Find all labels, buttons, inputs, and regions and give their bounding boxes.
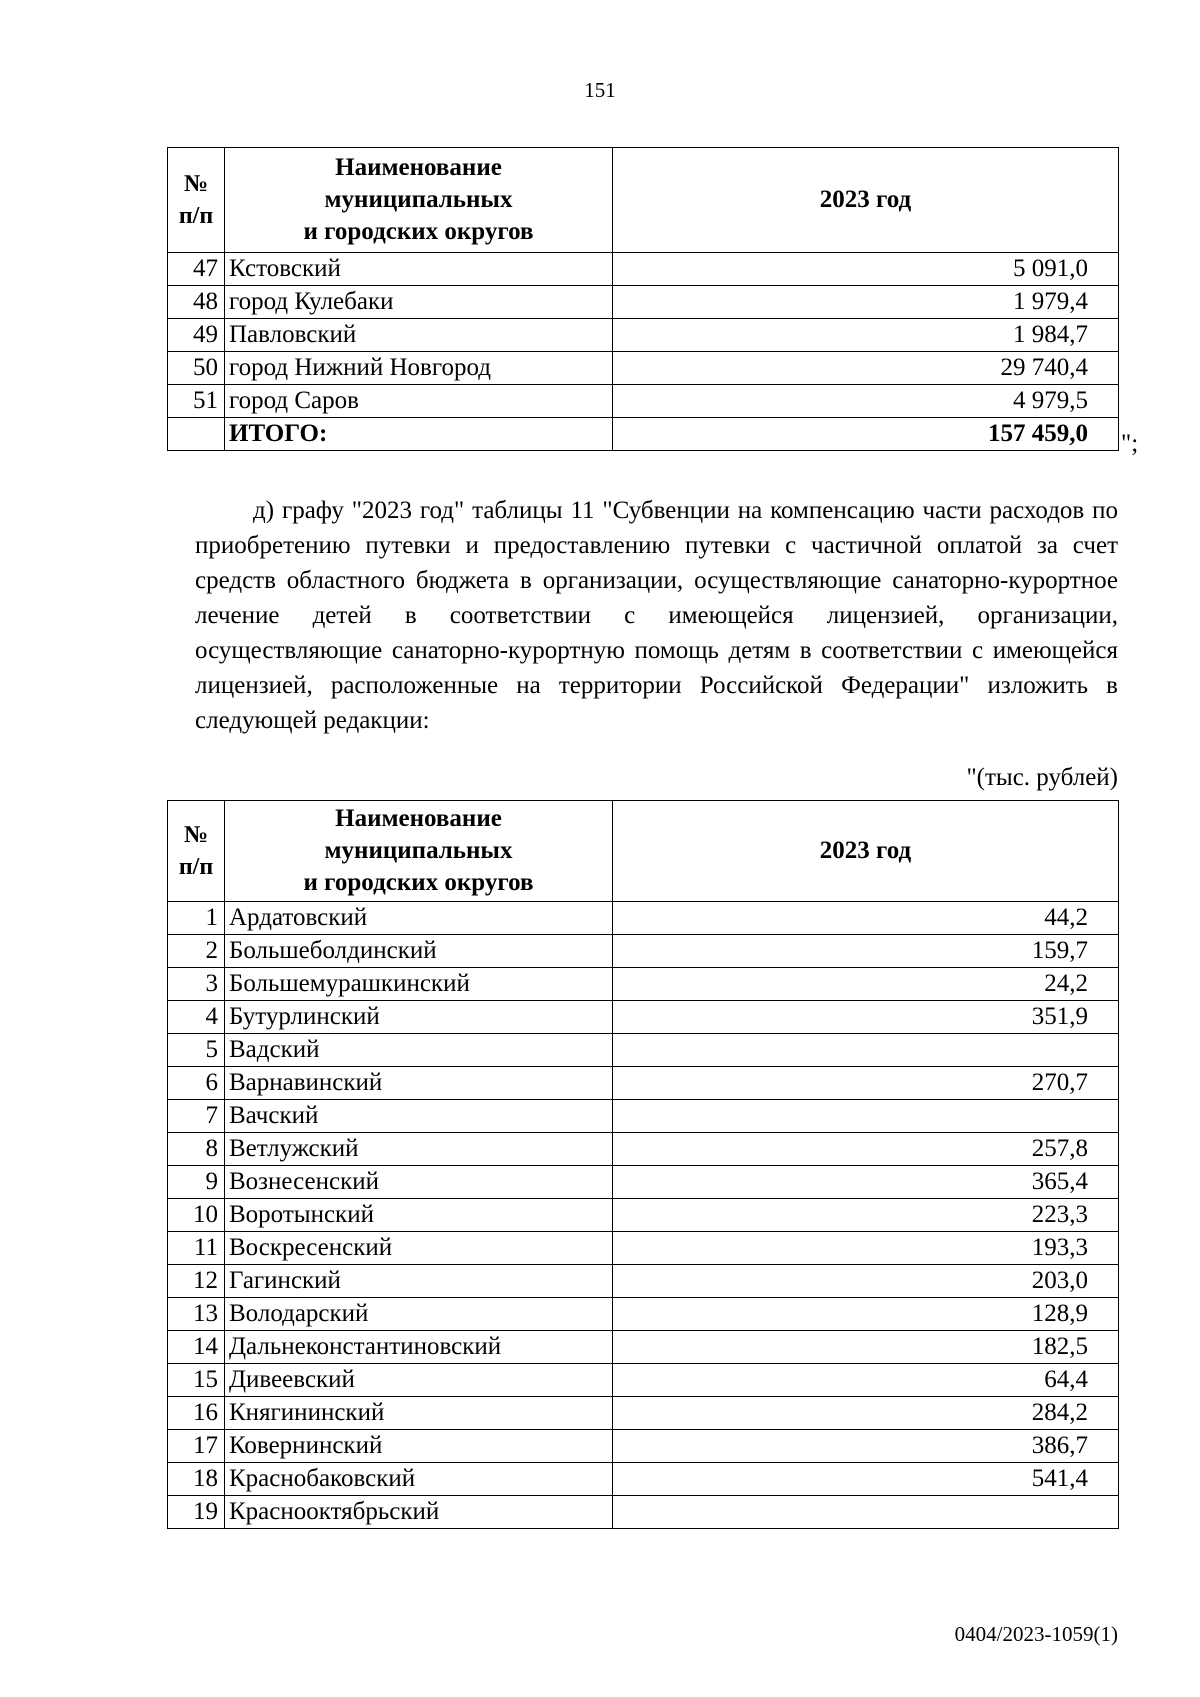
table-row	[168, 1067, 1119, 1100]
table-row	[168, 1232, 1119, 1265]
row-number: 7	[168, 1100, 225, 1133]
row-value: 284,2	[613, 1397, 1119, 1430]
column-header-number: № п/п	[168, 148, 225, 253]
total-value: 157 459,0	[613, 418, 1119, 451]
row-name: Кстовский	[225, 253, 613, 286]
table-header-row	[168, 148, 1119, 253]
table-row	[168, 385, 1119, 418]
table-row	[168, 1298, 1119, 1331]
row-value: 159,7	[613, 935, 1119, 968]
row-number: 3	[168, 968, 225, 1001]
table-row	[168, 968, 1119, 1001]
row-name: Большемурашкинский	[225, 968, 613, 1001]
table-row	[168, 1430, 1119, 1463]
row-name: Воскресенский	[225, 1232, 613, 1265]
table-row	[168, 1397, 1119, 1430]
amendment-paragraph: д) графу "2023 год" таблицы 11 "Субвенции на компенсацию части расходов по приобретению путевки и предоставлению путевки с частичной оплатой за счет средств областного бюджета в организации, осуществляющие санаторно-курортное лечение детей в соответствии с имеющейся лицензией, организации, осуществляющие санаторно-курортную помощь детям в соответствии с имеющейся лицензией, расположенные на территории Российской Федерации" изложить в следующей редакции:	[195, 497, 1118, 734]
row-number: 18	[168, 1463, 225, 1496]
row-name: Ковернинский	[225, 1430, 613, 1463]
table-row	[168, 1133, 1119, 1166]
row-name: Вадский	[225, 1034, 613, 1067]
row-number: 47	[168, 253, 225, 286]
row-number: 49	[168, 319, 225, 352]
row-name: Бутурлинский	[225, 1001, 613, 1034]
row-value: 1 979,4	[613, 286, 1119, 319]
row-value: 541,4	[613, 1463, 1119, 1496]
row-value: 223,3	[613, 1199, 1119, 1232]
row-value: 203,0	[613, 1265, 1119, 1298]
column-header-name: Наименование муниципальных и городских округов	[225, 801, 613, 902]
row-value: 44,2	[613, 902, 1119, 935]
total-label: ИТОГО:	[225, 418, 613, 451]
row-number: 9	[168, 1166, 225, 1199]
table-header-row	[168, 801, 1119, 902]
table-row	[168, 1331, 1119, 1364]
column-header-name: Наименование муниципальных и городских округов	[225, 148, 613, 253]
table-row	[168, 286, 1119, 319]
column-header-number: № п/п	[168, 801, 225, 902]
document-code: 0404/2023-1059(1)	[954, 1622, 1118, 1646]
row-name: Варнавинский	[225, 1067, 613, 1100]
table-row	[168, 902, 1119, 935]
row-name: Ардатовский	[225, 902, 613, 935]
row-value: 1 984,7	[613, 319, 1119, 352]
row-value: 257,8	[613, 1133, 1119, 1166]
row-value: 193,3	[613, 1232, 1119, 1265]
column-header-year: 2023 год	[613, 148, 1119, 253]
row-number: 17	[168, 1430, 225, 1463]
row-number: 11	[168, 1232, 225, 1265]
row-number: 13	[168, 1298, 225, 1331]
row-name: Краснобаковский	[225, 1463, 613, 1496]
subsidy-table-11	[167, 800, 1119, 1529]
page-number: 151	[584, 78, 616, 102]
row-value: 386,7	[613, 1430, 1119, 1463]
row-name: Вознесенский	[225, 1166, 613, 1199]
table-row	[168, 1364, 1119, 1397]
row-name: Краснооктябрьский	[225, 1496, 613, 1529]
row-name: Володарский	[225, 1298, 613, 1331]
row-number: 4	[168, 1001, 225, 1034]
row-name: Вачский	[225, 1100, 613, 1133]
table-row	[168, 1199, 1119, 1232]
row-value: 64,4	[613, 1364, 1119, 1397]
row-number: 51	[168, 385, 225, 418]
table-row	[168, 1496, 1119, 1529]
row-number: 8	[168, 1133, 225, 1166]
row-number: 48	[168, 286, 225, 319]
row-value: 365,4	[613, 1166, 1119, 1199]
table-row	[168, 1166, 1119, 1199]
table-row	[168, 1265, 1119, 1298]
subsidy-table-continued	[167, 147, 1119, 451]
table-row	[168, 1001, 1119, 1034]
row-number: 6	[168, 1067, 225, 1100]
row-name: Княгининский	[225, 1397, 613, 1430]
row-number: 2	[168, 935, 225, 968]
table-row	[168, 1100, 1119, 1133]
total-row	[168, 418, 1119, 451]
row-number: 50	[168, 352, 225, 385]
table-row	[168, 1463, 1119, 1496]
row-name: Ветлужский	[225, 1133, 613, 1166]
row-value: 270,7	[613, 1067, 1119, 1100]
table-row	[168, 253, 1119, 286]
row-value: 182,5	[613, 1331, 1119, 1364]
row-value: 351,9	[613, 1001, 1119, 1034]
row-value: 29 740,4	[613, 352, 1119, 385]
row-name: Воротынский	[225, 1199, 613, 1232]
row-value: 128,9	[613, 1298, 1119, 1331]
closing-quote-mark: ";	[1121, 430, 1139, 457]
column-header-year: 2023 год	[613, 801, 1119, 902]
row-name: Большеболдинский	[225, 935, 613, 968]
table-row	[168, 352, 1119, 385]
row-number: 10	[168, 1199, 225, 1232]
row-number: 15	[168, 1364, 225, 1397]
row-name: Павловский	[225, 319, 613, 352]
row-number: 14	[168, 1331, 225, 1364]
row-value	[613, 1034, 1119, 1067]
row-name: город Нижний Новгород	[225, 352, 613, 385]
row-number: 16	[168, 1397, 225, 1430]
row-value: 5 091,0	[613, 253, 1119, 286]
row-name: Дивеевский	[225, 1364, 613, 1397]
row-value: 4 979,5	[613, 385, 1119, 418]
row-name: Дальнеконстантиновский	[225, 1331, 613, 1364]
total-number-cell	[168, 418, 225, 451]
row-value: 24,2	[613, 968, 1119, 1001]
row-number: 19	[168, 1496, 225, 1529]
units-label: "(тыс. рублей)	[966, 764, 1118, 791]
table-row	[168, 935, 1119, 968]
row-number: 1	[168, 902, 225, 935]
table-row	[168, 1034, 1119, 1067]
table-row	[168, 319, 1119, 352]
row-name: город Кулебаки	[225, 286, 613, 319]
row-name: город Саров	[225, 385, 613, 418]
row-value	[613, 1496, 1119, 1529]
row-value	[613, 1100, 1119, 1133]
row-number: 12	[168, 1265, 225, 1298]
row-name: Гагинский	[225, 1265, 613, 1298]
row-number: 5	[168, 1034, 225, 1067]
